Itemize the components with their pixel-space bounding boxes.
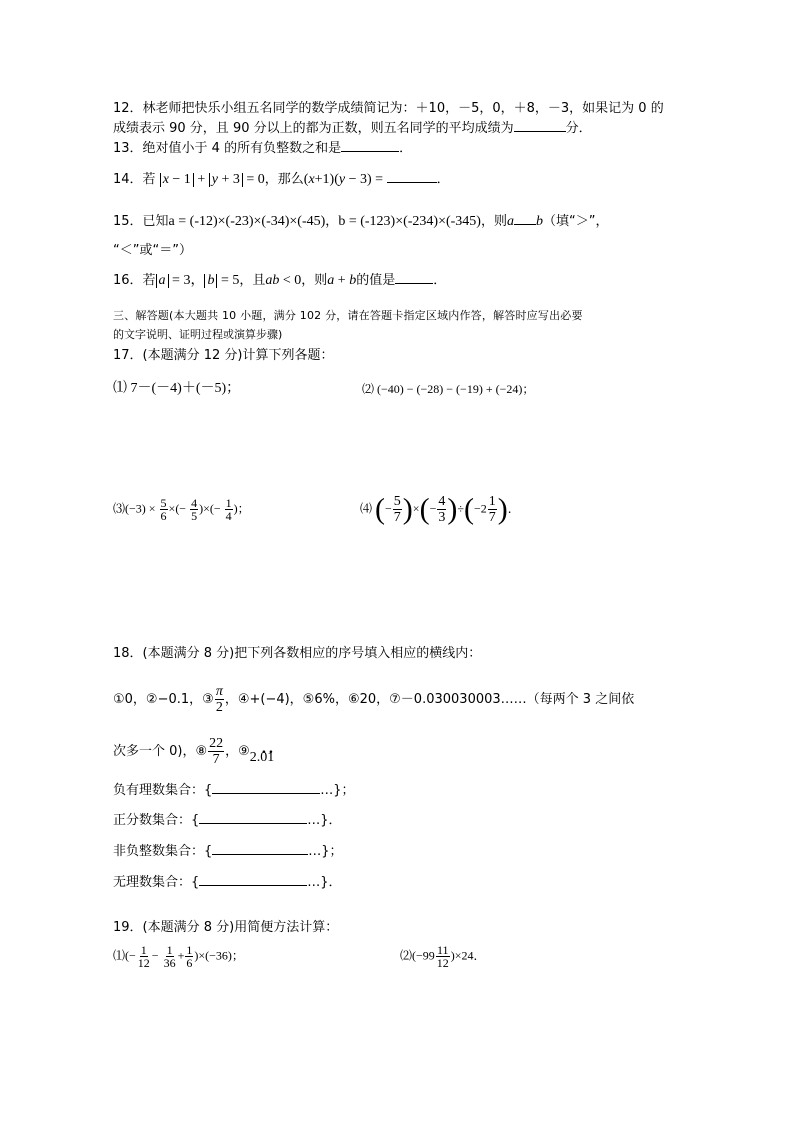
q14-prefix: 14．若: [113, 172, 156, 187]
q16-conditions: a = 3， b = 5: [156, 273, 240, 288]
q18-items: ①0，②−0.1，③: [113, 692, 214, 707]
q17-part2: ⑵ (−40) − (−28) − (−19) + (−24)；: [362, 382, 535, 396]
fraction-22-7: $\frac{22}{7}$: [209, 736, 224, 767]
q15-tail: （填“＞”，: [542, 214, 609, 229]
q14-end: ．: [436, 172, 450, 187]
answer-blank[interactable]: [387, 170, 437, 183]
set-label: 无理数集合：{: [113, 875, 200, 890]
repeating-decimal: 2.· 0· 1: [250, 750, 275, 765]
q16-end: ．: [433, 273, 447, 288]
answer-blank[interactable]: [199, 873, 307, 886]
q13-end: ．: [399, 141, 413, 156]
q16-sum: a + b: [327, 273, 357, 288]
q16-prefix: 16．若: [113, 273, 156, 288]
q16-then: ，则: [301, 273, 328, 288]
answer-blank[interactable]: [341, 139, 399, 152]
q12-line2: [113, 119, 592, 138]
q18-title: 18．(本题满分 8 分)把下列各数相应的序号填入相应的横线内：: [113, 646, 482, 661]
q18-items-cont: ，⑨: [225, 744, 250, 759]
set-negative-rational: [113, 781, 355, 800]
set-end: …}；: [308, 844, 343, 859]
q13: [113, 139, 412, 158]
section-heading: 三、解答题(本大题共 10 小题，满分 102 分，请在答题卡指定区域内作答，解答时应写出必要: [113, 309, 583, 322]
part-label: ⑴: [113, 948, 126, 963]
q14-condition: x − 1 + y + 3 = 0: [160, 172, 265, 187]
q15-line1: 15．已知a = (-12)×(-23)×(-34)×(-45)，b = (-123)×(-234)×(-345)，则a b（填“＞”，: [113, 214, 609, 229]
q13-text: 13．绝对值小于 4 的所有负整数之和是: [113, 141, 342, 156]
fraction-pi-over-2: $\frac{\pi}{2}$: [215, 684, 223, 715]
part-label: ⑶: [113, 501, 126, 516]
q18-items-cont: ，④+(−4)，⑤6%，⑥20，⑦－0.030030003……（每两个 3 之间依: [224, 692, 635, 707]
q15-prefix: 15．已知: [113, 214, 169, 229]
q18-items: 次多一个 0)，⑧: [113, 744, 208, 759]
set-end: …}；: [320, 783, 355, 798]
q15-b-expression: b = (-123)×(-234)×(-345): [338, 214, 481, 229]
q15-line2: “＜”或“＝”）: [113, 243, 192, 258]
q15-a-expression: a = (-12)×(-23)×(-34)×(-45): [168, 214, 326, 229]
answer-blank[interactable]: [514, 119, 566, 132]
q14-mid: ，那么: [264, 172, 304, 187]
set-positive-fraction: [113, 811, 342, 830]
section-heading-cont: 的文字说明、证明过程或演算步骤): [113, 328, 283, 341]
set-label: 负有理数集合：{: [113, 783, 213, 798]
q17-part1: ⑴ 7－(－4)＋(－5)；: [113, 381, 241, 396]
q18-items-line2: [113, 735, 274, 769]
set-end: …}．: [307, 875, 342, 890]
q12-line1: 12．林老师把快乐小组五名同学的数学成绩简记为：＋10，－5，0，＋8，－3，如果记为 0 的: [113, 101, 664, 116]
answer-blank[interactable]: [212, 842, 308, 855]
q16-ask: 的值是: [356, 273, 396, 288]
part-label: ⑵: [400, 948, 413, 963]
answer-blank[interactable]: [199, 811, 307, 824]
var-a: a: [506, 214, 514, 229]
q16: [113, 271, 446, 290]
set-label: 非负整数集合：{: [113, 844, 213, 859]
q14-expression: (x+1)(y − 3) =: [303, 172, 387, 187]
set-nonnegative-integer: [113, 842, 343, 861]
q19-part2: ⑵(−99 $\frac{11}{12}$ )×24．: [400, 943, 486, 970]
q17-part4: ⑷ (− $\frac{5}{7}$ )×(− $\frac{4}{3}$ )÷(−2 $\frac{1}{7}$ )．: [360, 492, 520, 526]
q17-part3: ⑶(−3) × $\frac{5}{6}$ ×(− $\frac{4}{5}$ )×(− $\frac{1}{4}$ )；: [113, 496, 250, 523]
var-b: b: [535, 214, 543, 229]
q19-title: 19．(本题满分 8 分)用简便方法计算：: [113, 920, 339, 935]
part-label: ⑷: [360, 501, 373, 516]
answer-blank[interactable]: [395, 271, 433, 284]
q16-ab: ab < 0: [265, 273, 302, 288]
q17-title: 17．(本题满分 12 分)计算下列各题：: [113, 348, 334, 363]
set-label: 正分数集合：{: [113, 813, 200, 828]
q16-mid: ，且: [239, 273, 266, 288]
set-end: …}．: [307, 813, 342, 828]
answer-blank[interactable]: [212, 781, 320, 794]
q14: [113, 170, 450, 189]
q12-text: 成绩表示 90 分，且 90 分以上的都为正数，则五名同学的平均成绩为: [113, 121, 514, 136]
q15-then: ，则: [480, 214, 507, 229]
q12-end: 分．: [565, 121, 592, 136]
set-irrational: [113, 873, 342, 892]
q18-items-line1: [113, 683, 634, 717]
answer-blank[interactable]: [514, 212, 536, 225]
q19-part1: ⑴(− $\frac{1}{12}$ − $\frac{1}{36}$ + $\frac{1}{6}$ )×(−36)；: [113, 943, 244, 970]
